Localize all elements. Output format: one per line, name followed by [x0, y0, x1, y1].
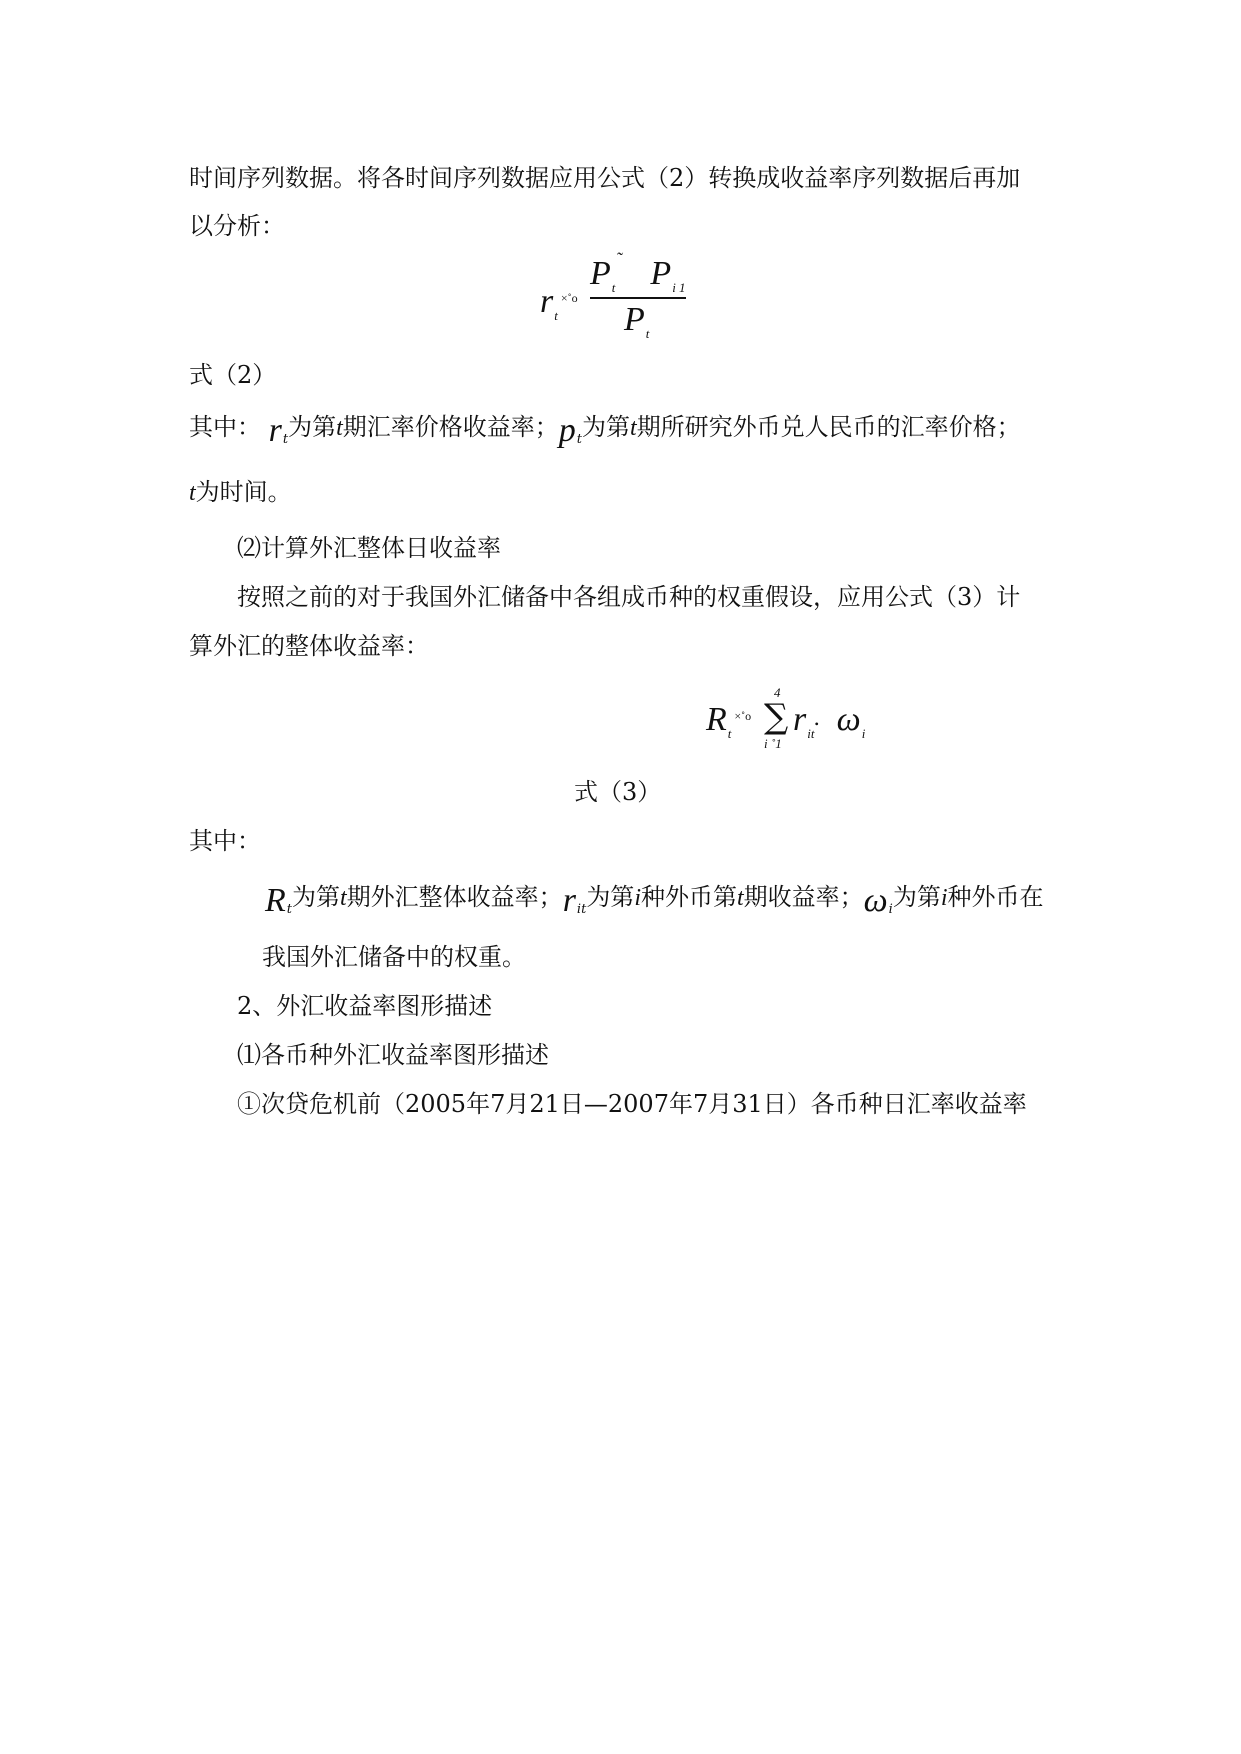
where-text: 为第 — [892, 883, 941, 911]
formula-3-R: R — [706, 701, 727, 738]
formula-3-equals: ×˚ο — [734, 709, 752, 723]
paragraph-line: 以分析： — [189, 212, 285, 240]
formula-3-lower-limit: i ˚1 — [764, 736, 782, 751]
paragraph-line: 时间序列数据。将各时间序列数据应用公式（2）转换成收益率序列数据后再加 — [189, 164, 1021, 192]
symbol-r: r — [562, 882, 576, 919]
formula-3-omega: ω — [836, 701, 861, 738]
symbol-p-sub: t — [576, 432, 583, 447]
formula-3-lhs — [706, 701, 754, 741]
symbol-omega: ω — [863, 882, 888, 919]
symbol-i: i — [634, 885, 641, 911]
formula-3-rhs — [793, 701, 866, 741]
symbol-p: p — [558, 412, 576, 449]
formula-2-lhs — [540, 283, 581, 323]
where-line-1 — [189, 410, 1021, 447]
symbol-omega-sub: i — [888, 902, 893, 917]
formula-2-numerator-b-sub: i 1 — [672, 280, 686, 295]
where-text: 期汇率价格收益率； — [342, 413, 559, 441]
where-text: 期收益率； — [743, 883, 864, 911]
where-text: 期外汇整体收益率； — [346, 883, 563, 911]
section-heading: ⑵计算外汇整体日收益率 — [237, 534, 501, 562]
formula-2-equals: ×˚ο — [560, 291, 578, 305]
symbol-t: t — [736, 885, 744, 911]
where-prefix: 其中： — [189, 827, 261, 855]
formula-2-r: r — [540, 283, 554, 320]
formula-3-sigma: ∑ — [764, 697, 789, 737]
where-text: 为第 — [586, 883, 635, 911]
formula-2-numerator-a-sub: t — [611, 280, 616, 295]
formula-2-denominator-sub: t — [645, 326, 650, 341]
where-line-4: 我国外汇储备中的权重。 — [262, 943, 526, 971]
symbol-t: t — [630, 415, 637, 441]
symbol-t: t — [189, 480, 196, 506]
symbol-R: R — [265, 882, 286, 919]
symbol-r-sub: it — [576, 902, 587, 917]
symbol-R-sub: t — [286, 902, 293, 917]
formula-3-R-sub: t — [727, 726, 732, 741]
where-text: 为第 — [292, 883, 341, 911]
symbol-r-sub: t — [282, 432, 289, 447]
formula-2-denominator: P — [624, 301, 645, 338]
formula-3-upper-limit: 4 — [774, 685, 781, 700]
formula-2-numerator-b: P — [650, 255, 672, 292]
formula-2-numerator-a: P — [590, 255, 611, 292]
subsection-heading: ①次贷危机前（2005年7月21日—2007年7月31日）各币种日汇率收益率 — [237, 1090, 1027, 1118]
formula-3-label: 式（3） — [574, 778, 662, 806]
formula-3-omega-sub: i — [861, 726, 866, 741]
subsection-heading: ⑴各币种外汇收益率图形描述 — [237, 1041, 549, 1069]
symbol-i: i — [940, 885, 948, 911]
where-line-2 — [189, 477, 292, 508]
section-heading: 2、外汇收益率图形描述 — [237, 992, 493, 1020]
formula-2-fraction-bar — [590, 297, 686, 299]
formula-3-dot: • — [814, 717, 819, 731]
formula-2-label: 式（2） — [189, 361, 277, 389]
where-text: 为第 — [288, 413, 337, 441]
paragraph-line: 算外汇的整体收益率： — [189, 632, 429, 660]
where-text: 为第 — [582, 413, 631, 441]
where-text: 种外币第 — [640, 883, 737, 911]
formula-3-r: r — [793, 701, 807, 738]
symbol-t: t — [340, 885, 347, 911]
symbol-t: t — [336, 415, 343, 441]
formula-2-r-sub: t — [554, 308, 558, 323]
where-text: 期所研究外币兑人民币的汇率价格； — [636, 413, 1021, 441]
where-prefix: 其中： — [189, 413, 261, 441]
paragraph-line: 按照之前的对于我国外汇储备中各组成币种的权重假设，应用公式（3）计 — [237, 583, 1021, 611]
formula-3-r-sub: it — [807, 726, 815, 741]
where-line-3 — [265, 880, 1044, 917]
where-text: 为时间。 — [195, 478, 292, 506]
where-text: 种外币在 — [947, 883, 1044, 911]
formula-2-tilde: ˜ — [616, 249, 622, 269]
symbol-r: r — [268, 412, 282, 449]
